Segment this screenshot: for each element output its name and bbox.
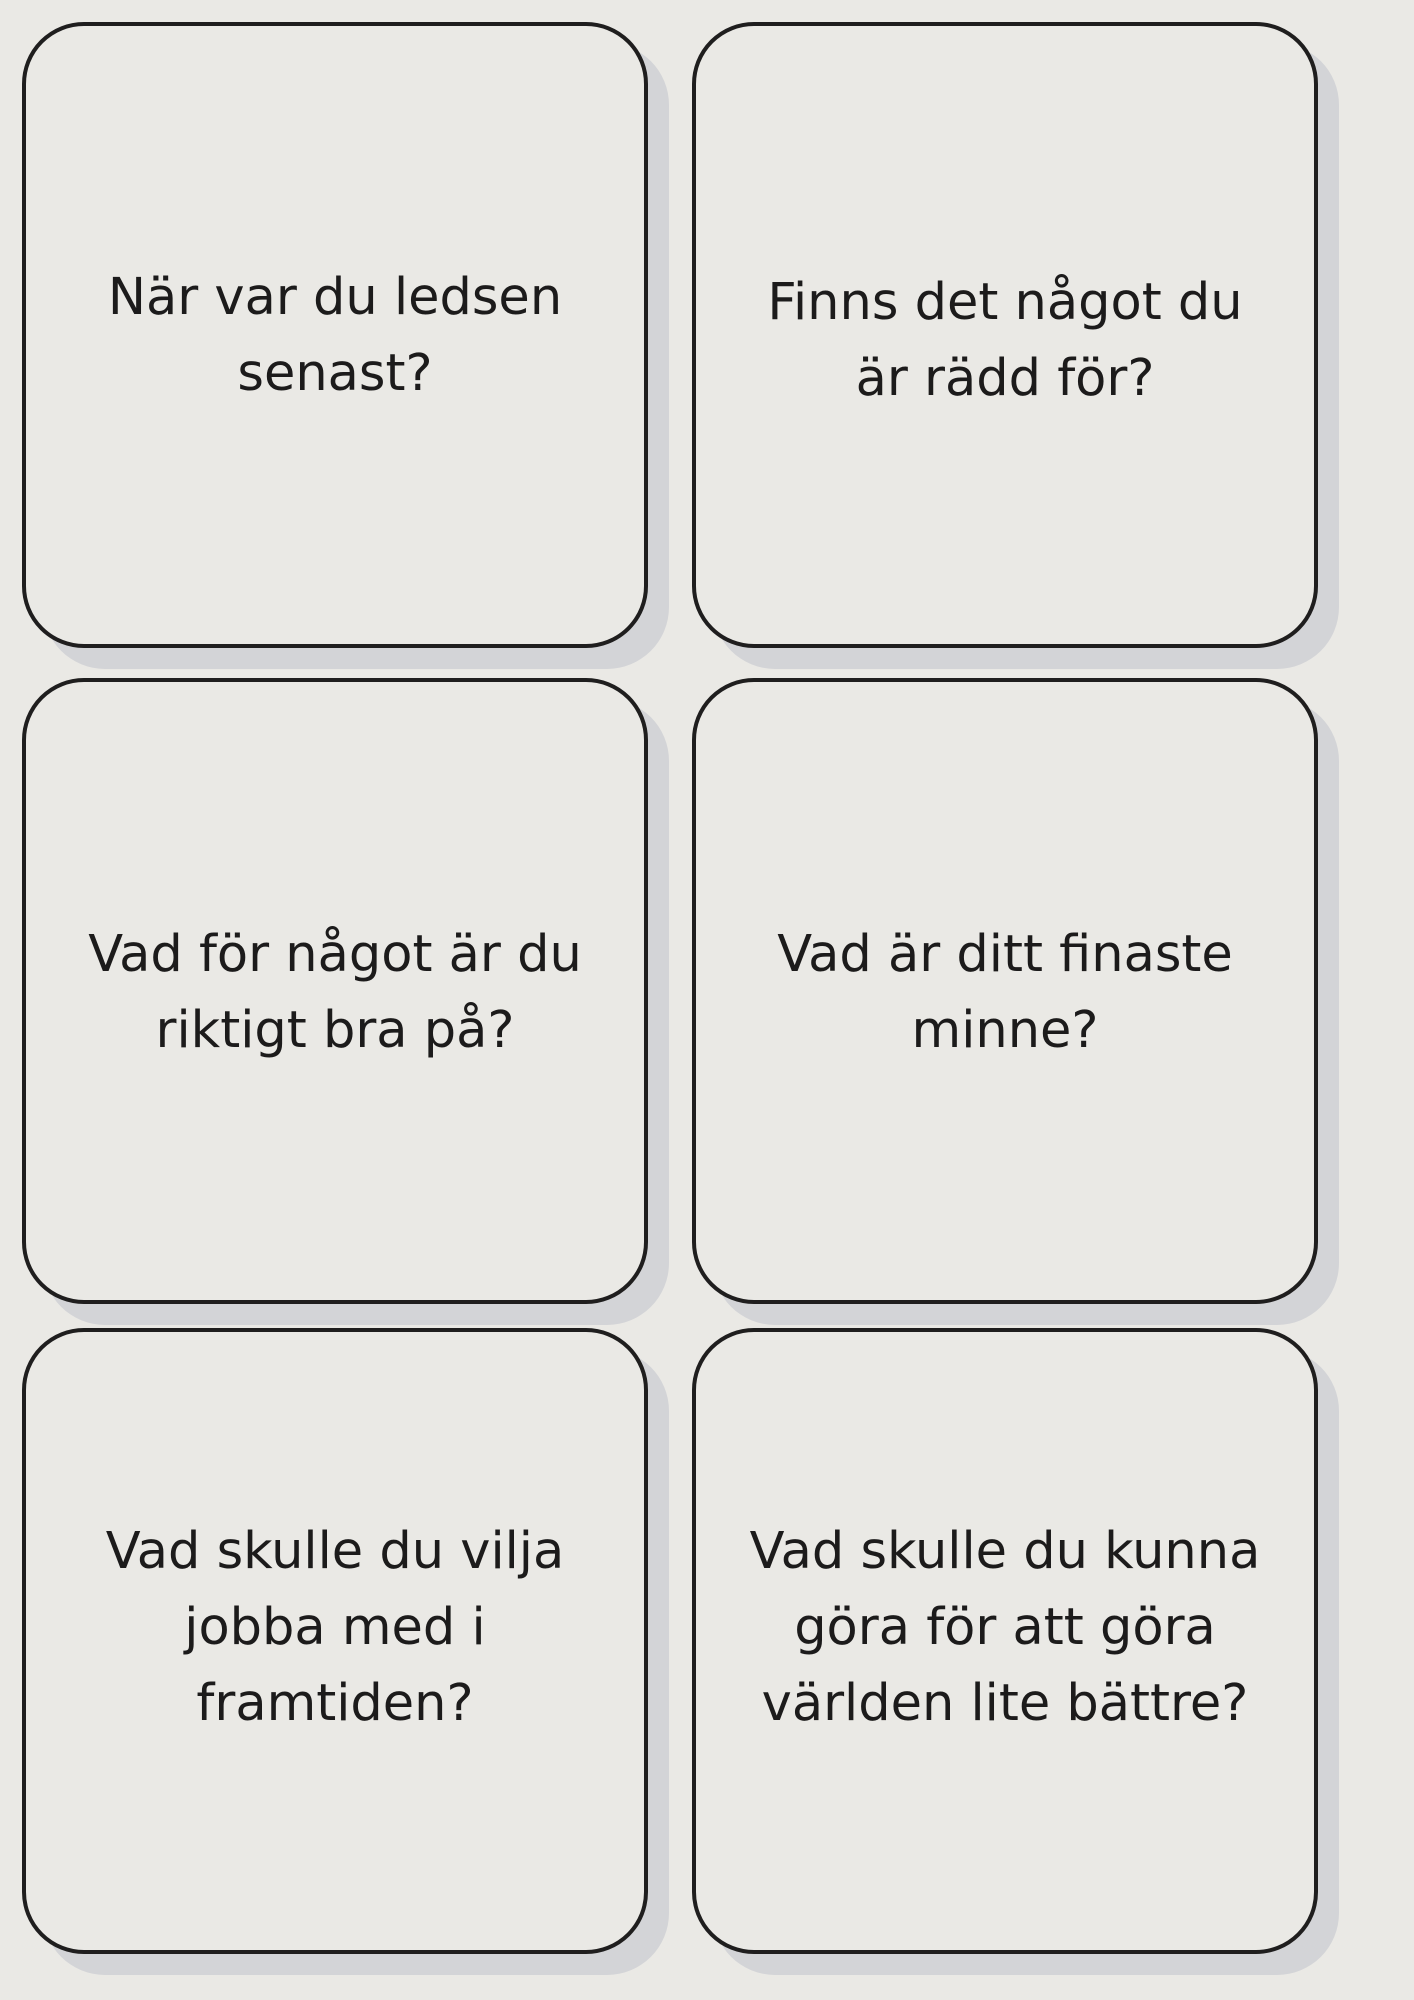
question-card-5 [22,1328,648,1954]
question-card-4 [692,678,1318,1304]
question-card-text: När var du ledsen senast? [107,268,563,403]
question-card-text: Vad skulle du kunna göra för att göra världen lite bättre? [749,1522,1261,1733]
question-card-2 [692,22,1318,648]
question-card-1 [22,22,648,648]
question-card-text: Finns det något du är rädd för? [767,273,1243,408]
question-card-text: Vad för något är du riktigt bra på? [88,925,582,1060]
question-card-6 [692,1328,1318,1954]
question-card-3 [22,678,648,1304]
question-card-text: Vad är ditt finaste minne? [777,925,1233,1060]
question-card-text: Vad skulle du vilja jobba med i framtiden? [105,1522,565,1733]
